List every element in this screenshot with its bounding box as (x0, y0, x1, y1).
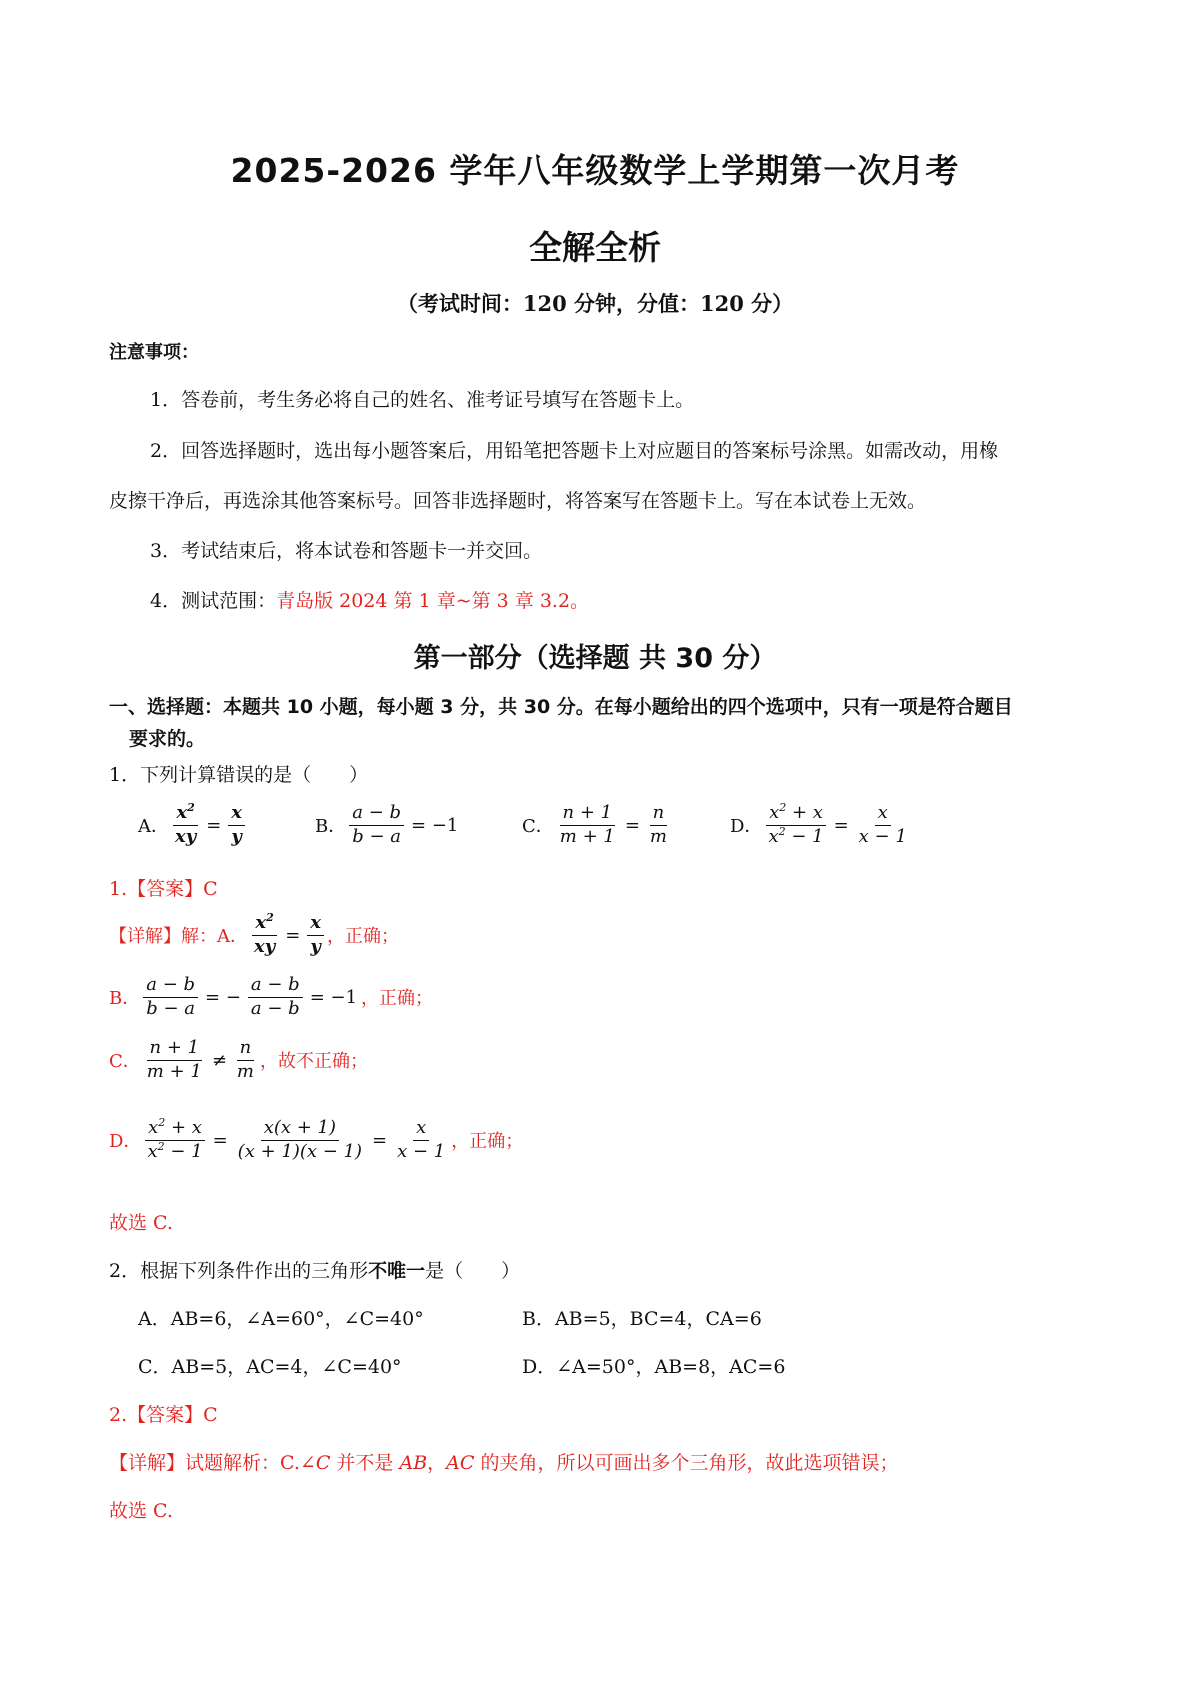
q1-option-c-label: C． (522, 816, 554, 837)
q1-detail-b-verdict: ，正确； (361, 988, 434, 1009)
q1-detail-c-verdict: ，故不正确； (260, 1051, 368, 1072)
question-2-stem (109, 1256, 520, 1283)
q2-stem-emphasis: 不唯一 (368, 1260, 426, 1282)
q2-stem-pre: 2．根据下列条件作出的三角形 (109, 1260, 369, 1282)
note-3: 3．考试结束后，将本试卷和答题卡一并交回。 (150, 540, 543, 562)
q1-option-d: D． $\frac{x^2 + x}{x^2 - 1}$ = $\frac{x}{x - 1}$ (730, 801, 907, 847)
exam-meta: （考试时间：120 分钟，分值：120 分） (396, 291, 794, 316)
q2-detail-comma: ， (427, 1452, 447, 1474)
test-range: 青岛版 2024 第 1 章~第 3 章 3.2。 (276, 590, 590, 612)
page-subtitle: 全解全析 (529, 228, 661, 267)
q2-option-a: A．AB=6，∠A=60°，∠C=40° (138, 1308, 424, 1330)
q2-detail-post: 的夹角，所以可画出多个三角形，故此选项错误； (474, 1452, 899, 1474)
q1-detail-c: C． $\frac{n + 1}{m + 1}$ ≠ $\frac{n}{m}$ ，故不正确； (109, 1037, 368, 1082)
q1-detail-d: D． $\frac{x^2 + x}{x^2 - 1}$ = $\frac{x(x + 1)}{(x + 1)(x - 1)}$ = $\frac{x}{x - 1}$ ，正确； (109, 1116, 524, 1162)
section-heading-line2: 要求的。 (129, 728, 206, 750)
question-1-stem: 1．下列计算错误的是（ ） (109, 764, 369, 786)
q2-detail (109, 1448, 898, 1475)
note-4 (150, 586, 589, 613)
q2-detail-pre: 【详解】试题解析：C. (109, 1452, 300, 1474)
note-4-prefix: 4．测试范围： (150, 590, 277, 612)
q1-detail-a: 【详解】解：A． $\frac{x^2}{xy}$ = $\frac{x}{y}$ ，正确； (109, 911, 400, 957)
q1-detail-b: B． $\frac{a - b}{b - a}$ = − $\frac{a - b}{a - b}$ = −1 ，正确； (109, 974, 434, 1019)
page-title: 2025-2026 学年八年级数学上学期第一次月考 (230, 151, 960, 190)
q2-detail-ac: AC (446, 1452, 475, 1474)
q1-detail-prefix: 【详解】解：A． (109, 926, 248, 947)
q1-option-b-label: B． (315, 816, 347, 837)
q2-detail-ab: AB (399, 1452, 428, 1474)
q2-detail-mid: 并不是 (330, 1452, 400, 1474)
q1-option-b: B． $\frac{a - b}{b - a}$ = −1 (315, 802, 459, 847)
note-2-line1: 2．回答选择题时，选出每小题答案后，用铅笔把答题卡上对应题目的答案标号涂黑。如需改动，用橡 (150, 440, 999, 462)
part-1-title: 第一部分（选择题 共 30 分） (413, 643, 777, 674)
note-1: 1．答卷前，考生务必将自己的姓名、准考证号填写在答题卡上。 (150, 389, 695, 411)
q1-conclusion: 故选 C. (109, 1212, 173, 1234)
q1-detail-b-label: B． (109, 988, 141, 1009)
q1-option-a-label: A． (138, 816, 169, 837)
q1-option-a: A． $\frac{x^2}{xy}$ = $\frac{x}{y}$ (138, 802, 248, 848)
q1-detail-d-label: D． (109, 1131, 142, 1152)
notes-heading: 注意事项： (109, 342, 199, 363)
q2-detail-angle: ∠C (299, 1452, 331, 1474)
q1-detail-d-verdict: ，正确； (451, 1131, 524, 1152)
q1-option-d-label: D． (730, 816, 763, 837)
q1-detail-a-verdict: ，正确； (327, 926, 400, 947)
q2-option-b: B．AB=5，BC=4，CA=6 (522, 1308, 762, 1330)
q2-option-d: D．∠A=50°，AB=8，AC=6 (522, 1356, 786, 1378)
q2-answer: 2.【答案】C (109, 1404, 218, 1426)
q1-answer: 1.【答案】C (109, 878, 218, 900)
q1-option-c: C． $\frac{n + 1}{m + 1}$ = $\frac{n}{m}$ (522, 802, 667, 847)
q2-conclusion: 故选 C. (109, 1500, 173, 1522)
q1-detail-c-label: C． (109, 1051, 141, 1072)
note-2-line2: 皮擦干净后，再选涂其他答案标号。回答非选择题时，将答案写在答题卡上。写在本试卷上无效。 (109, 490, 927, 512)
q2-stem-post: 是（ ） (425, 1260, 521, 1282)
q2-option-c: C．AB=5，AC=4，∠C=40° (138, 1356, 402, 1378)
section-heading-line1: 一、选择题：本题共 10 小题，每小题 3 分，共 30 分。在每小题给出的四个选项中，只有一项是符合题目 (109, 696, 1013, 718)
